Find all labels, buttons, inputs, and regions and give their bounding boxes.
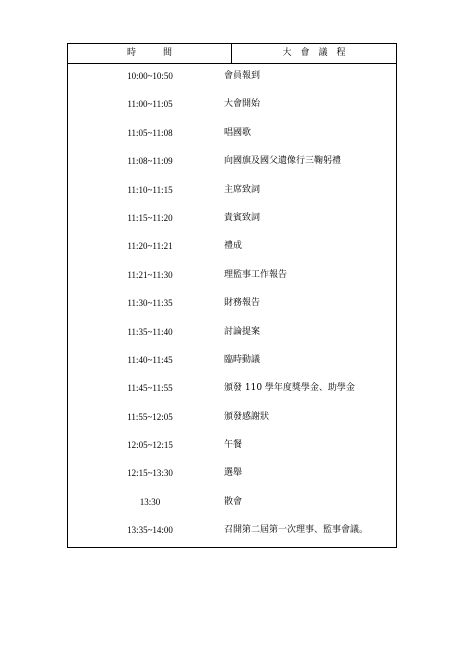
row-item: 財務報告 [224, 298, 261, 309]
table-row [68, 234, 396, 262]
row-item: 主席致詞 [224, 184, 261, 195]
table-row [68, 518, 396, 546]
row-item: 大會開始 [224, 99, 261, 110]
row-time: 11:10~11:15 [127, 184, 173, 195]
table-row [68, 405, 396, 433]
row-item: 禮成 [224, 241, 243, 252]
table-row [68, 490, 396, 518]
row-time: 13:30 [139, 496, 161, 507]
row-time: 11:30~11:35 [127, 298, 173, 309]
header-program: 大 會 議 程 [282, 48, 346, 58]
table-row [68, 433, 396, 461]
table-row [68, 461, 396, 489]
table-row [68, 206, 396, 234]
row-time: 11:40~11:45 [127, 354, 173, 365]
table-row [68, 178, 396, 206]
row-item: 頒發 110 學年度獎學金、助學金 [224, 383, 355, 394]
agenda-rows [68, 64, 396, 547]
row-time: 10:00~10:50 [127, 71, 173, 81]
row-item: 散會 [224, 496, 243, 507]
row-item: 會員報到 [224, 71, 261, 81]
row-time: 12:15~13:30 [127, 468, 173, 479]
table-row [68, 64, 396, 92]
row-item: 向國旗及國父遺像行三鞠躬禮 [224, 156, 342, 167]
row-time: 11:35~11:40 [127, 326, 173, 337]
row-time: 11:55~12:05 [127, 411, 173, 422]
table-row [68, 320, 396, 348]
row-time: 11:08~11:09 [127, 156, 173, 167]
table-row [68, 149, 396, 177]
row-item: 貴賓致詞 [224, 212, 261, 223]
table-row [68, 348, 396, 376]
row-time: 11:21~11:30 [127, 269, 173, 280]
table-row [68, 376, 396, 404]
table-row [68, 263, 396, 291]
row-item: 午餐 [224, 440, 243, 451]
table-header [68, 44, 396, 64]
table-row [68, 121, 396, 149]
table-row [68, 291, 396, 319]
row-item: 頒發感謝狀 [224, 411, 270, 422]
header-time: 時 間 [68, 44, 232, 63]
row-item: 選舉 [224, 468, 243, 479]
row-item: 臨時動議 [224, 354, 261, 365]
agenda-table [67, 43, 397, 548]
row-time: 11:20~11:21 [127, 241, 173, 252]
row-time: 11:00~11:05 [127, 99, 173, 110]
row-time: 13:35~14:00 [127, 525, 173, 536]
row-time: 11:05~11:08 [127, 127, 173, 138]
row-item: 唱國歌 [224, 127, 252, 138]
table-row [68, 92, 396, 120]
row-item: 召開第二屆第一次理事、監事會議。 [224, 525, 369, 536]
row-time: 11:15~11:20 [127, 212, 173, 223]
row-item: 理監事工作報告 [224, 269, 288, 280]
row-item: 討論提案 [224, 326, 261, 337]
row-time: 12:05~12:15 [127, 440, 173, 451]
row-time: 11:45~11:55 [127, 383, 173, 394]
